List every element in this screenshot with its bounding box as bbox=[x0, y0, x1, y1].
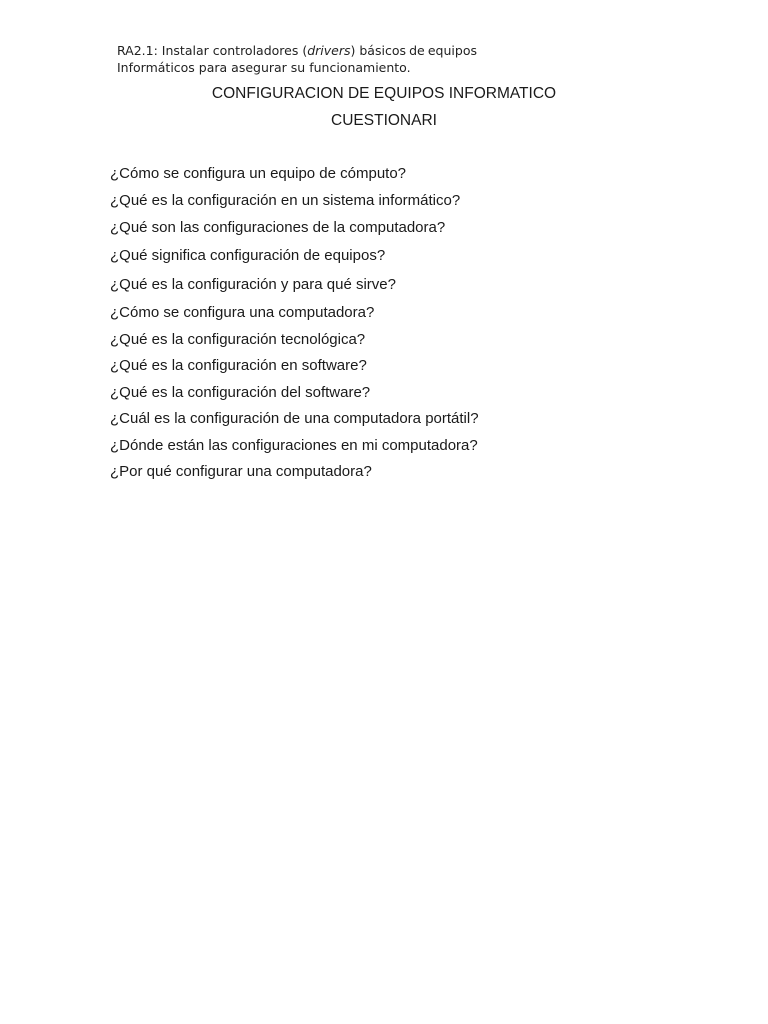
question-item: ¿Qué es la configuración tecnológica? bbox=[110, 331, 366, 348]
learning-outcome-word-de: de bbox=[409, 43, 425, 58]
learning-outcome-line-2: Informáticos para asegurar su funcionamiento. bbox=[117, 60, 411, 75]
learning-outcome-word-equipos: equipos bbox=[427, 43, 477, 58]
learning-outcome-line-1 bbox=[117, 42, 477, 59]
document-subtitle: CUESTIONARI bbox=[331, 112, 437, 129]
question-item: ¿Qué significa configuración de equipos? bbox=[110, 247, 386, 264]
question-item: ¿Cómo se configura un equipo de cómputo? bbox=[110, 165, 407, 182]
question-item: ¿Cómo se configura una computadora? bbox=[110, 304, 375, 321]
question-item: ¿Qué es la configuración y para qué sirve? bbox=[110, 276, 396, 293]
question-item: ¿Qué es la configuración en un sistema informático? bbox=[110, 192, 461, 209]
question-item: ¿Dónde están las configuraciones en mi computadora? bbox=[110, 437, 478, 454]
drivers-italic: drivers bbox=[307, 43, 351, 58]
question-item: ¿Por qué configurar una computadora? bbox=[110, 463, 372, 480]
learning-outcome-header bbox=[117, 42, 477, 76]
question-item: ¿Qué son las configuraciones de la computadora? bbox=[110, 219, 446, 236]
question-item: ¿Cuál es la configuración de una computadora portátil? bbox=[110, 410, 479, 427]
question-item: ¿Qué es la configuración del software? bbox=[110, 384, 371, 401]
learning-outcome-text: RA2.1: Instalar controladores (drivers) básicos bbox=[117, 43, 406, 58]
question-item: ¿Qué es la configuración en software? bbox=[110, 357, 367, 374]
document-title: CONFIGURACION DE EQUIPOS INFORMATICO bbox=[211, 85, 557, 102]
